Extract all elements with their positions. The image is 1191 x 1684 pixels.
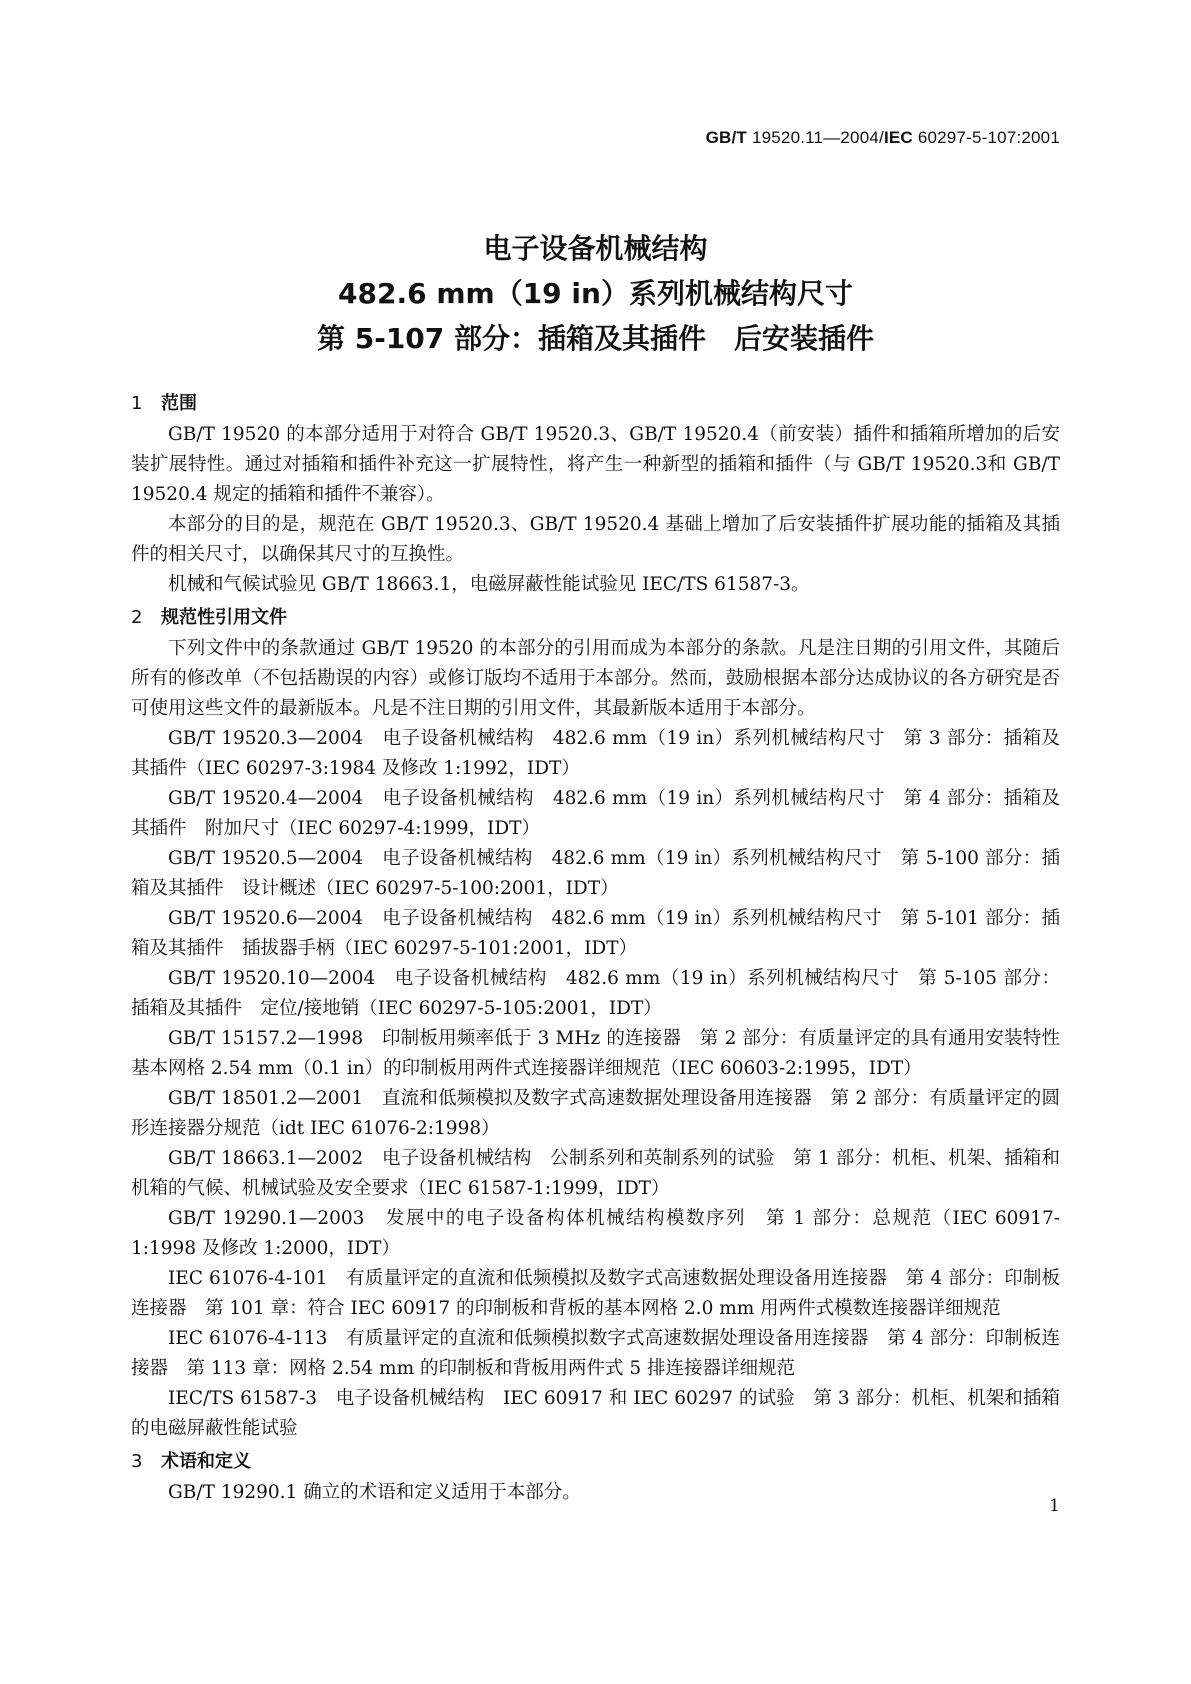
paragraph: GB/T 19520 的本部分适用于对符合 GB/T 19520.3、GB/T 19520.4（前安装）插件和插箱所增加的后安装扩展特性。通过对插箱和插件补充这一扩展特性，将产生一种新型的插箱和插件（与 GB/T 19520.3和 GB/T 19520.4 规定的插箱和插件不兼容）。 [131,424,1060,505]
standard-code-number: 19520.11—2004/ [747,128,884,147]
section-scope [131,388,1060,600]
reference-item: IEC 61076-4-113 有质量评定的直流和低频模拟数字式高速数据处理设备用连接器 第 4 部分：印制板连接器 第 113 章：网格 2.54 mm 的印制板和背板用两件式 5 排连接器详细规范 [131,1328,1060,1379]
paragraph: 下列文件中的条款通过 GB/T 19520 的本部分的引用而成为本部分的条款。凡是注日期的引用文件，其随后所有的修改单（不包括勘误的内容）或修订版均不适用于本部分。然而，鼓励根据本部分达成协议的各方研究是否可使用这些文件的最新版本。凡是不注日期的引用文件，其最新版本适用于本部分。 [131,638,1060,719]
section-heading: 1 范围 [131,393,197,414]
document-title [0,226,1191,361]
title-line-2: 482.6 mm（19 in）系列机械结构尺寸 [338,277,853,310]
section-normative-references [131,602,1079,1444]
document-body [131,388,1079,1510]
reference-item: IEC 61076-4-101 有质量评定的直流和低频模拟及数字式高速数据处理设备用连接器 第 4 部分：印制板连接器 第 101 章：符合 IEC 60917 的印制板和背板的基本网格 2.0 mm 用两件式模数连接器详细规范 [131,1268,1060,1319]
reference-item: GB/T 19520.3—2004 电子设备机械结构 482.6 mm（19 in）系列机械结构尺寸 第 3 部分：插箱及其插件（IEC 60297-3:1984 及修改 1:1992，IDT） [131,728,1060,779]
page-number: 1 [1049,1496,1060,1516]
reference-item: GB/T 19520.5—2004 电子设备机械结构 482.6 mm（19 in）系列机械结构尺寸 第 5-100 部分：插箱及其插件 设计概述（IEC 60297-5-100:2001，IDT） [131,848,1060,899]
section-terms-definitions [131,1446,1060,1508]
iec-number: 60297-5-107:2001 [912,128,1060,147]
reference-item: GB/T 19520.6—2004 电子设备机械结构 482.6 mm（19 in）系列机械结构尺寸 第 5-101 部分：插箱及其插件 插拔器手柄（IEC 60297-5-101:2001，IDT） [131,908,1060,959]
title-line-3: 第 5-107 部分：插箱及其插件 后安装插件 [316,322,875,355]
reference-item: GB/T 19520.4—2004 电子设备机械结构 482.6 mm（19 in）系列机械结构尺寸 第 4 部分：插箱及其插件 附加尺寸（IEC 60297-4:1999，IDT） [131,788,1060,839]
section-heading: 2 规范性引用文件 [131,607,287,628]
title-line-1: 电子设备机械结构 [483,232,708,265]
reference-item: IEC/TS 61587-3 电子设备机械结构 IEC 60917 和 IEC 60297 的试验 第 3 部分：机柜、机架和插箱的电磁屏蔽性能试验 [131,1388,1060,1439]
reference-item: GB/T 15157.2—1998 印制板用频率低于 3 MHz 的连接器 第 2 部分：有质量评定的具有通用安装特性 基本网格 2.54 mm（0.1 in）的印制板用两件式连接器详细规范（IEC 60603-2:1995，IDT） [131,1028,1079,1079]
reference-item: GB/T 18663.1—2002 电子设备机械结构 公制系列和英制系列的试验 第 1 部分：机柜、机架、插箱和机箱的气候、机械试验及安全要求（IEC 61587-1:1999，IDT） [131,1148,1060,1199]
paragraph: 机械和气候试验见 GB/T 18663.1，电磁屏蔽性能试验见 IEC/TS 61587-3。 [168,574,810,595]
reference-item: GB/T 18501.2—2001 直流和低频模拟及数字式高速数据处理设备用连接器 第 2 部分：有质量评定的圆形连接器分规范（idt IEC 61076-2:1998） [131,1088,1060,1139]
section-heading: 3 术语和定义 [131,1451,251,1472]
reference-item: GB/T 19290.1—2003 发展中的电子设备构体机械结构模数序列 第 1 部分：总规范（IEC 60917-1:1998 及修改 1:2000，IDT） [131,1208,1060,1259]
reference-item: GB/T 19520.10—2004 电子设备机械结构 482.6 mm（19 in）系列机械结构尺寸 第 5-105 部分：插箱及其插件 定位/接地销（IEC 60297-5-105:2001，IDT） [131,968,1060,1019]
iec-prefix: IEC [883,128,913,147]
paragraph: GB/T 19290.1 确立的术语和定义适用于本部分。 [168,1482,581,1503]
paragraph: 本部分的目的是，规范在 GB/T 19520.3、GB/T 19520.4 基础上增加了后安装插件扩展功能的插箱及其插件的相关尺寸，以确保其尺寸的互换性。 [131,514,1060,565]
standard-number-header [706,128,1060,148]
standard-code-prefix: GB/T [705,128,748,147]
